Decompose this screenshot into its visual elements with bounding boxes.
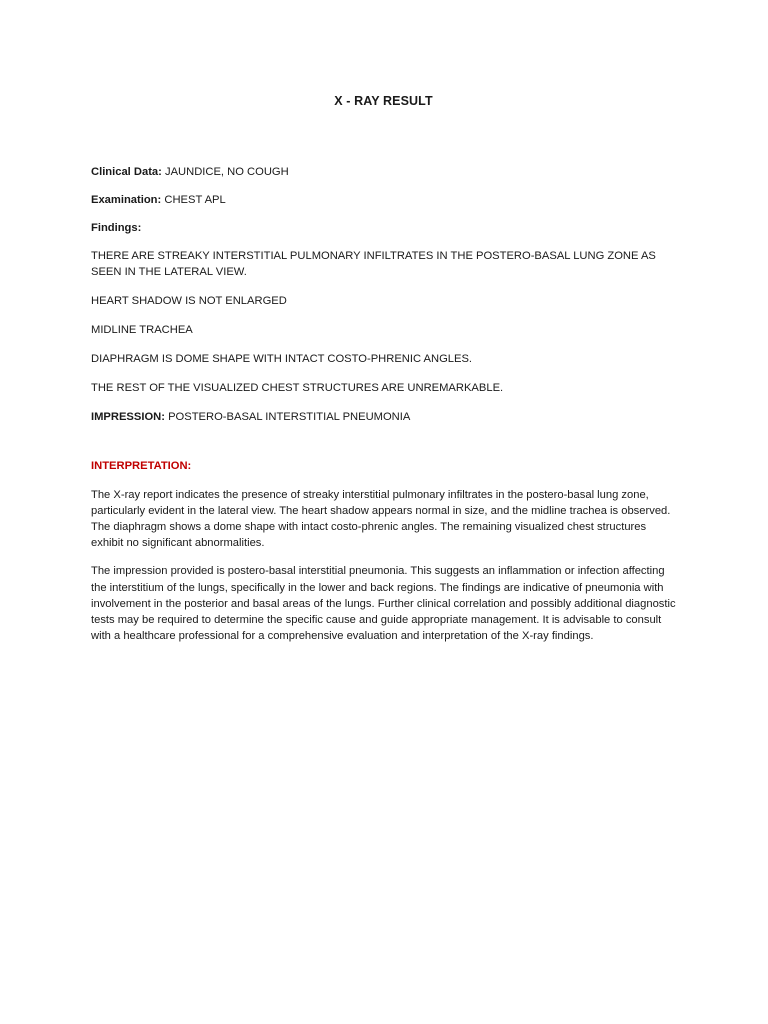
- findings-heading: [91, 221, 676, 236]
- impression-label: IMPRESSION:: [91, 410, 165, 423]
- impression-value: POSTERO-BASAL INTERSTITIAL PNEUMONIA: [168, 410, 411, 423]
- document-title: X - RAY RESULT: [334, 94, 433, 108]
- clinical-data-value: JAUNDICE, NO COUGH: [164, 166, 289, 178]
- finding-item: THE REST OF THE VISUALIZED CHEST STRUCTURES ARE UNREMARKABLE.: [91, 381, 504, 394]
- impression-field: [91, 410, 676, 425]
- interpretation-paragraph: The X-ray report indicates the presence of streaky interstitial pulmonary infiltrates in the postero-basal lung zone, particularly evident in the lateral view. The heart shadow appears normal in size, and the midline trachea is observed. The diaphragm shows a dome shape with intact costo-phrenic angles. The remaining visualized chest structures exhibit no significant abnormalities.: [91, 488, 671, 550]
- examination-value: CHEST APL: [164, 194, 226, 206]
- interpretation-heading: INTERPRETATION:: [91, 459, 192, 472]
- examination-label: Examination:: [91, 194, 162, 206]
- clinical-data-label: Clinical Data:: [91, 166, 162, 178]
- interpretation-paragraph: The impression provided is postero-basal interstitial pneumonia. This suggests an inflammation or infection affecting the interstitium of the lungs, specifically in the lower and back regions. The findings are indicative of pneumonia with involvement in the posterior and basal areas of the lungs. Further clinical correlation and possibly additional diagnostic tests may be required to determine the specific cause and guide appropriate management. It is advisable to consult with a healthcare professional for a comprehensive evaluation and interpretation of the X-ray findings.: [91, 565, 676, 643]
- findings-label: Findings:: [91, 222, 142, 234]
- finding-item: MIDLINE TRACHEA: [91, 323, 193, 336]
- finding-item: DIAPHRAGM IS DOME SHAPE WITH INTACT COSTO-PHRENIC ANGLES.: [91, 352, 473, 365]
- examination-field: [91, 193, 676, 208]
- finding-item: HEART SHADOW IS NOT ENLARGED: [91, 294, 287, 307]
- clinical-data-field: [91, 165, 676, 180]
- finding-item: THERE ARE STREAKY INTERSTITIAL PULMONARY INFILTRATES IN THE POSTERO-BASAL LUNG ZONE AS SEEN IN THE LATERAL VIEW.: [91, 250, 656, 278]
